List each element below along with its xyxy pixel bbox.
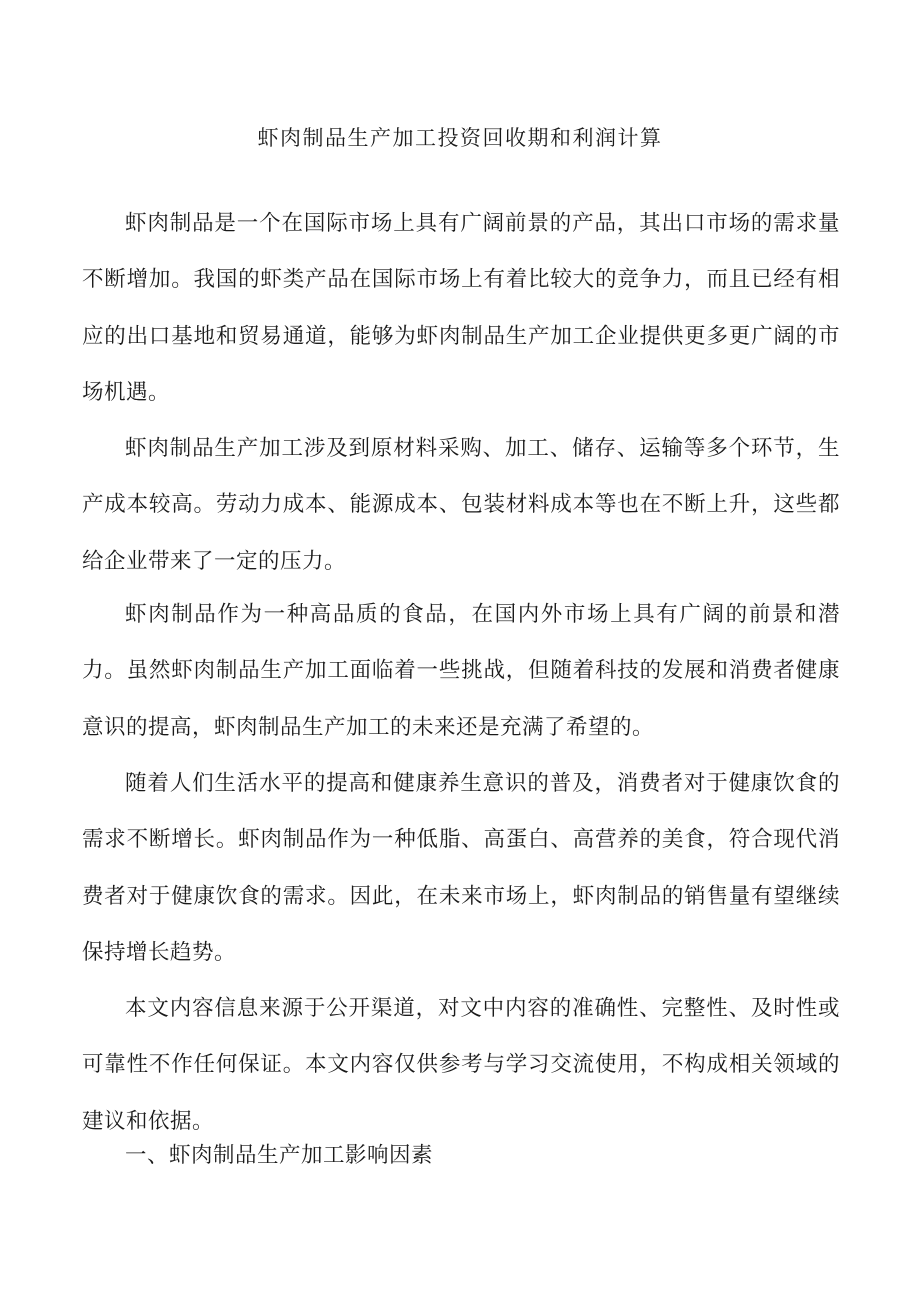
paragraph-export-market: 虾肉制品是一个在国际市场上具有广阔前景的产品，其出口市场的需求量不断增加。我国的虾类产品在国际市场上有着比较大的竞争力，而且已经有相应的出口基地和贸易通道，能够为虾肉制品生产加工企业提供更多更广阔的市场机遇。 xyxy=(82,210,840,405)
paragraph-production-cost: 虾肉制品生产加工涉及到原材料采购、加工、储存、运输等多个环节，生产成本较高。劳动力成本、能源成本、包装材料成本等也在不断上升，这些都给企业带来了一定的压力。 xyxy=(82,435,840,574)
paragraph-disclaimer: 本文内容信息来源于公开渠道，对文中内容的准确性、完整性、及时性或可靠性不作任何保证。本文内容仅供参考与学习交流使用，不构成相关领域的建议和依据。 xyxy=(82,995,840,1134)
paragraph-prospects: 虾肉制品作为一种高品质的食品，在国内外市场上具有广阔的前景和潜力。虽然虾肉制品生产加工面临着一些挑战，但随着科技的发展和消费者健康意识的提高，虾肉制品生产加工的未来还是充满了希望的。 xyxy=(82,601,840,740)
paragraph-health-demand: 随着人们生活水平的提高和健康养生意识的普及，消费者对于健康饮食的需求不断增长。虾肉制品作为一种低脂、高蛋白、高营养的美食，符合现代消费者对于健康饮食的需求。因此，在未来市场上，虾肉制品的销售量有望继续保持增长趋势。 xyxy=(82,770,840,965)
section-heading: 一、虾肉制品生产加工影响因素 xyxy=(125,1143,434,1168)
document-title: 虾肉制品生产加工投资回收期和利润计算 xyxy=(257,126,663,150)
